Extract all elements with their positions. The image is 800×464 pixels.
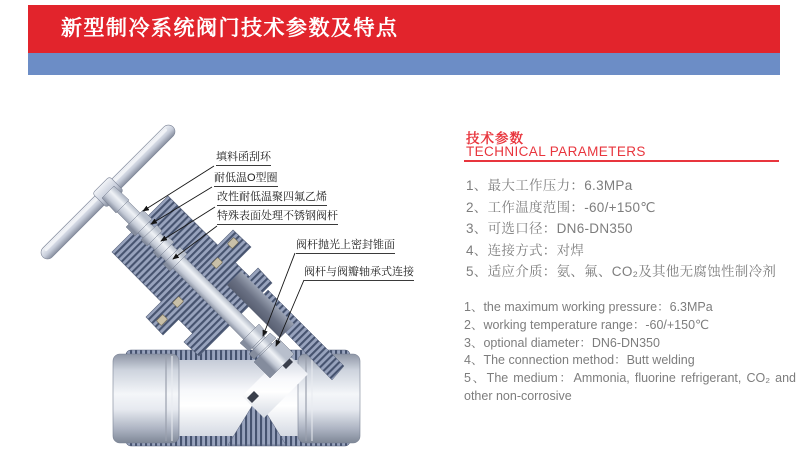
params-list-zh bbox=[466, 175, 781, 283]
callout-polished-seal-cone: 阀杆抛光上密封锥面 bbox=[296, 239, 395, 254]
param-zh-connection: 4、连接方式：对焊 bbox=[466, 242, 585, 258]
callout-low-temp-o-ring: 耐低温O型圈 bbox=[214, 172, 278, 187]
param-zh-pressure: 1、最大工作压力：6.3MPa bbox=[466, 178, 633, 193]
params-title-en: TECHNICAL PARAMETERS bbox=[466, 144, 646, 159]
param-en-connection: 4、The connection method：Butt welding bbox=[464, 353, 695, 368]
callout-packing-scraper-ring: 填料函刮环 bbox=[216, 151, 271, 166]
params-title-zh: 技术参数 bbox=[466, 131, 524, 146]
callout-modified-ptfe: 改性耐低温聚四氟乙烯 bbox=[217, 191, 327, 206]
param-en-diameter: 3、optional diameter：DN6-DN350 bbox=[464, 335, 660, 350]
param-en-pressure: 1、the maximum working pressure：6.3MPa bbox=[464, 300, 713, 314]
param-en-medium: 5、The medium：Ammonia, fluorine refrigerant, CO₂ and other non-corrosive bbox=[464, 371, 796, 403]
callout-bearing-connection: 阀杆与阀瓣轴承式连接 bbox=[304, 266, 414, 281]
page-title: 新型制冷系统阀门技术参数及特点 bbox=[61, 17, 399, 40]
param-zh-temperature: 2、工作温度范围：-60/+150℃ bbox=[466, 199, 656, 215]
params-list-en bbox=[464, 299, 796, 406]
param-zh-diameter: 3、可选口径：DN6-DN350 bbox=[466, 221, 633, 236]
params-divider bbox=[464, 160, 779, 162]
callout-stainless-stem: 特殊表面处理不锈钢阀杆 bbox=[217, 210, 338, 225]
param-en-temperature: 2、working temperature range：-60/+150℃ bbox=[464, 317, 710, 332]
param-zh-medium: 5、适应介质：氨、氟、CO₂及其他无腐蚀性制冷剂 bbox=[466, 264, 777, 279]
